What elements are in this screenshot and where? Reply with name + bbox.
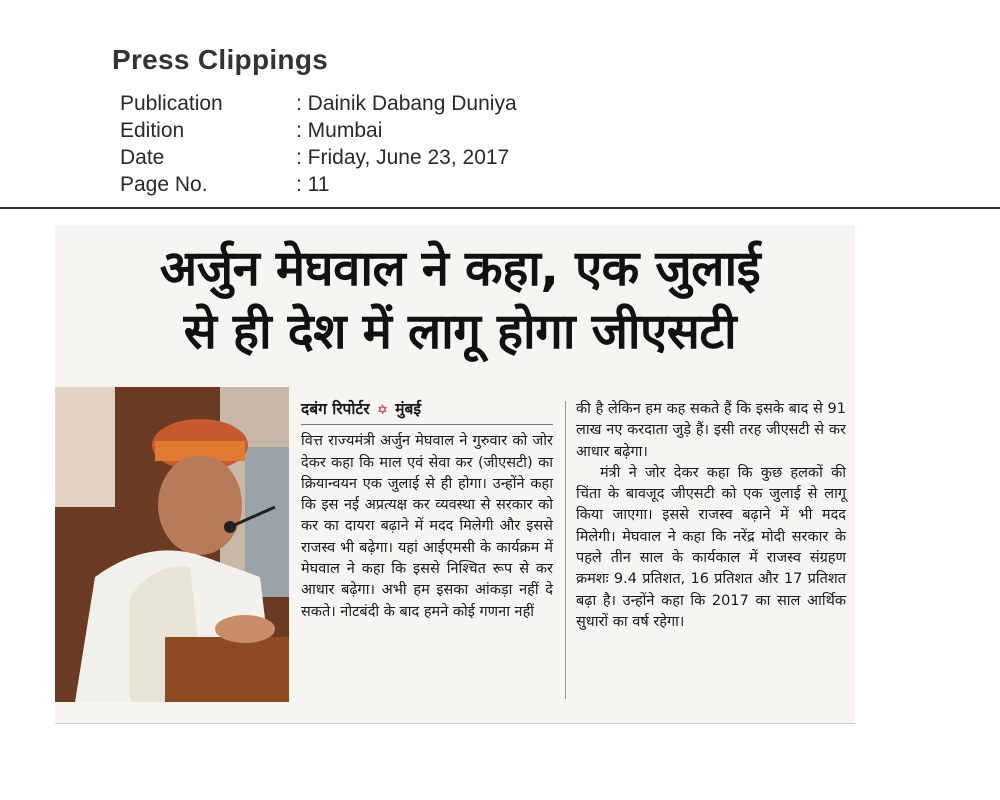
star-of-david-icon: ✡ <box>376 403 388 418</box>
article-paragraph: की है लेकिन हम कह सकते हैं कि इसके बाद से 91 लाख नए करदाता जुड़े हैं। इसी तरह जीएसटी से कर आधार बढ़ेगा। <box>576 401 846 460</box>
meta-key: Page No. <box>120 173 208 196</box>
speaker-photo-illustration <box>55 387 289 702</box>
meta-value: : Mumbai <box>296 119 383 142</box>
meta-key: Date <box>120 146 165 169</box>
clipping-header <box>112 44 328 86</box>
meta-key: Edition <box>120 119 185 142</box>
byline <box>301 399 553 425</box>
meta-key: Publication <box>120 92 223 115</box>
article-paragraph: मंत्री ने जोर देकर कहा कि कुछ हलकों की चिंता के बावजूद जीएसटी को एक जुलाई से लागू किया जाएगा। इससे राजस्व बढ़ाने में भी मदद मिलेगी। मेघवाल ने कहा कि नरेंद्र मोदी सरकार के पहले तीन साल के कार्यकाल में राजस्व संग्रहण क्रमशः 9.4 प्रतिशत, 16 प्रतिशत और 17 प्रतिशत बढ़ा है। उन्होंने कहा कि 2017 का साल आर्थिक सुधारों का वर्ष रहेगा। <box>576 464 846 630</box>
meta-row-publication <box>120 90 517 117</box>
meta-row-page <box>120 171 517 198</box>
meta-row-edition <box>120 117 517 144</box>
meta-row-date <box>120 144 517 171</box>
newspaper-clipping <box>55 225 855 724</box>
headline-line-1: अर्जुन मेघवाल ने कहा, एक जुलाई <box>159 240 761 297</box>
headline-line-2: से ही देश में लागू होगा जीएसटी <box>183 303 737 360</box>
meta-value: : Dainik Dabang Duniya <box>296 92 517 115</box>
column-divider <box>565 401 566 699</box>
meta-value: : Friday, June 23, 2017 <box>296 146 510 169</box>
article-paragraph: वित्त राज्यमंत्री अर्जुन मेघवाल ने गुरुवार को जोर देकर कहा कि माल एवं सेवा कर (जीएसटी) का क्रियान्वयन एक जुलाई से ही होगा। उन्होंने कहा कि इस नई अप्रत्यक्ष कर व्यवस्था से सरकार को कर का दायरा बढ़ाने में मदद मिलेगी और इससे राजस्व भी बढ़ेगा। यहां आईएमसी के कार्यक्रम में मेघवाल ने कहा कि इससे निश्चित रूप से कर आधार बढ़ेगा। अभी हम इसका आंकड़ा नहीं दे सकते। नोटबंदी के बाद हमने कोई गणना नहीं <box>301 433 553 620</box>
article-column-2 <box>576 399 846 633</box>
byline-reporter: दबंग रिपोर्टर <box>301 400 370 418</box>
header-divider <box>0 207 1000 209</box>
meta-value: : 11 <box>296 173 330 196</box>
article-photo <box>55 387 289 702</box>
page-title: Press Clippings <box>112 44 329 75</box>
article-column-1 <box>301 399 553 623</box>
article-headline <box>75 237 845 363</box>
clipping-meta <box>120 90 517 198</box>
byline-city: मुंबई <box>395 400 421 418</box>
